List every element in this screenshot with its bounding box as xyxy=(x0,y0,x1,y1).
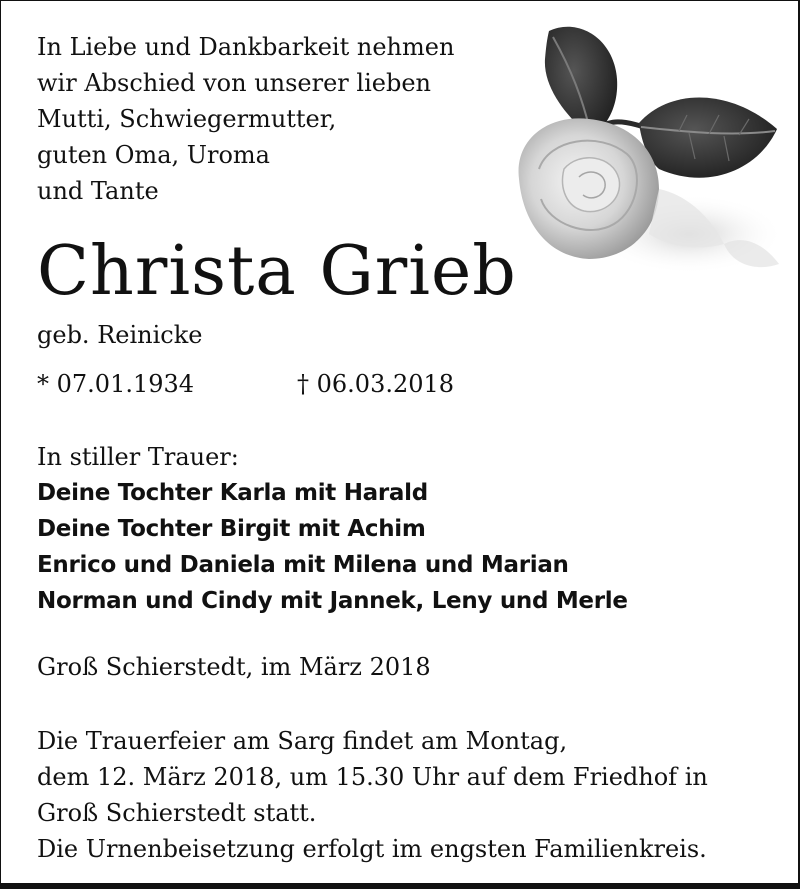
mourning-intro: In stiller Trauer: xyxy=(37,443,239,471)
rose-icon xyxy=(509,19,787,281)
mourner-line: Deine Tochter Karla mit Harald xyxy=(37,480,428,506)
service-line: Die Trauerfeier am Sarg findet am Montag, xyxy=(37,727,568,755)
service-line: Die Urnenbeisetzung erfolgt im engsten Familienkreis. xyxy=(37,835,707,863)
intro-line: guten Oma, Uroma xyxy=(37,141,270,169)
deceased-name: Christa Grieb xyxy=(37,232,517,311)
maiden-name: geb. Reinicke xyxy=(37,321,203,349)
mourner-line: Deine Tochter Birgit mit Achim xyxy=(37,516,426,542)
birth-date: * 07.01.1934 xyxy=(37,370,195,398)
service-info xyxy=(37,723,708,867)
death-date: † 06.03.2018 xyxy=(297,370,455,398)
mourner-list xyxy=(37,475,628,619)
mourner-line: Norman und Cindy mit Jannek, Leny und Merle xyxy=(37,588,628,614)
service-line: Groß Schierstedt statt. xyxy=(37,799,317,827)
intro-line: und Tante xyxy=(37,177,159,205)
place-date: Groß Schierstedt, im März 2018 xyxy=(37,653,431,681)
intro-text xyxy=(37,29,507,209)
intro-line: In Liebe und Dankbarkeit nehmen xyxy=(37,33,455,61)
service-line: dem 12. März 2018, um 15.30 Uhr auf dem Friedhof in xyxy=(37,763,708,791)
mourner-line: Enrico und Daniela mit Milena und Marian xyxy=(37,552,569,578)
intro-line: wir Abschied von unserer lieben xyxy=(37,69,431,97)
intro-line: Mutti, Schwiegermutter, xyxy=(37,105,337,133)
